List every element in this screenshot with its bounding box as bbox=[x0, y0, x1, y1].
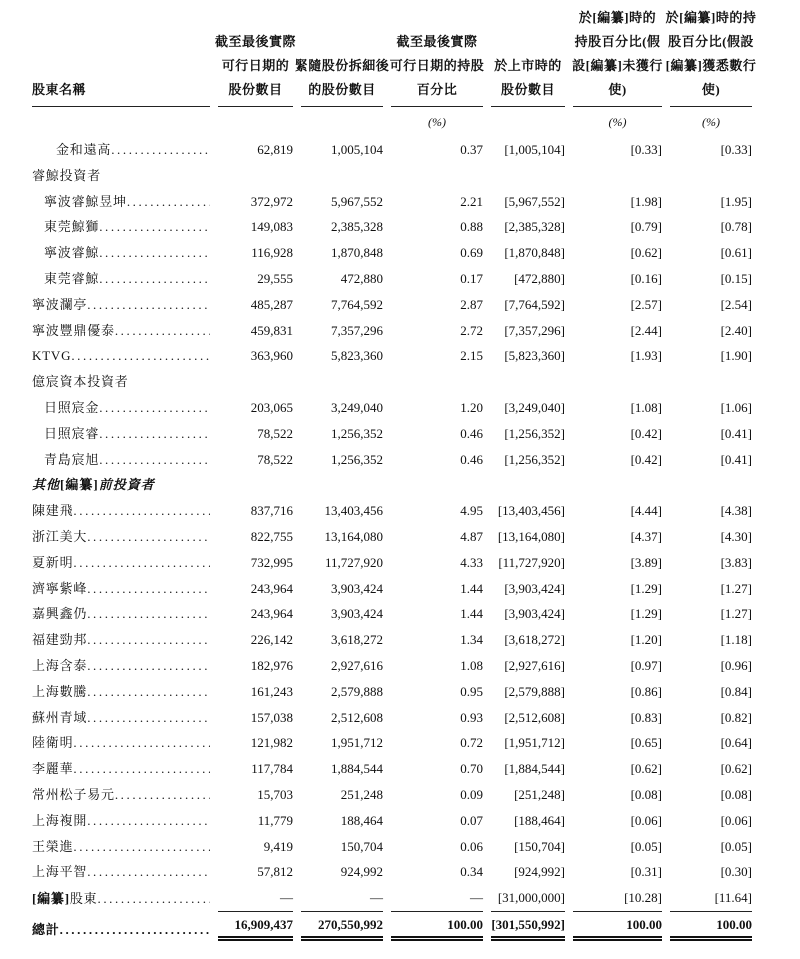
dot-leader bbox=[71, 343, 210, 369]
value-shares-at-listing: [472,880] bbox=[514, 270, 565, 286]
value-pct-latest-practicable-date: 0.06 bbox=[460, 838, 483, 854]
value-pct-assuming-fully-exercised: [0.78] bbox=[720, 219, 752, 235]
value-shares-at-listing: [3,618,272] bbox=[504, 632, 565, 648]
dot-leader bbox=[115, 782, 210, 808]
value-pct-assuming-not-exercised: [0.42] bbox=[630, 451, 662, 467]
value-shares-at-listing: [1,256,352] bbox=[504, 425, 565, 441]
shareholder-row bbox=[32, 137, 752, 163]
shareholder-name: 東莞睿鯨 ..... bbox=[32, 266, 210, 292]
value-pct-assuming-not-exercised: [2.57] bbox=[630, 296, 662, 312]
value-shares-at-listing: [150,704] bbox=[514, 838, 565, 854]
value-pct-assuming-fully-exercised: [4.30] bbox=[720, 528, 752, 544]
dot-leader bbox=[73, 834, 210, 860]
column-header-shareholder-name bbox=[32, 78, 210, 107]
value-shares-at-listing: [3,903,424] bbox=[504, 606, 565, 622]
value-shares-at-listing: [1,005,104] bbox=[504, 142, 565, 157]
value-pct-assuming-fully-exercised: [11.64] bbox=[670, 885, 752, 912]
value-shares-latest-practicable-date: 116,928 bbox=[251, 245, 293, 261]
shareholder-row bbox=[32, 189, 752, 215]
header-line: 股百分比(假設 bbox=[668, 34, 754, 49]
value-pct-assuming-fully-exercised: [1.95] bbox=[720, 193, 752, 209]
shareholder-row bbox=[32, 859, 752, 885]
value-shares-after-subdivision: 251,248 bbox=[340, 786, 383, 802]
value-shares-latest-practicable-date: 243,964 bbox=[250, 606, 293, 622]
value-pct-latest-practicable-date: 1.44 bbox=[460, 580, 483, 596]
dot-leader bbox=[99, 240, 210, 266]
dot-leader bbox=[115, 318, 210, 344]
header-line: 設[編纂]未獲行 bbox=[572, 58, 663, 73]
dot-leader bbox=[73, 550, 210, 576]
shareholder-name: 寧波豐鼎優泰 ..... bbox=[32, 318, 210, 344]
unit-label-pct-assuming-not-exercised: (%) bbox=[608, 115, 627, 129]
dot-leader bbox=[87, 601, 210, 627]
value-pct-assuming-not-exercised: [0.79] bbox=[630, 219, 662, 235]
unit-label-shares-latest-practicable-date bbox=[218, 107, 293, 137]
shareholder-name: [編纂]股東 ..... bbox=[32, 886, 210, 912]
value-pct-latest-practicable-date: 0.95 bbox=[460, 683, 483, 699]
shareholder-row bbox=[32, 472, 752, 498]
value-shares-latest-practicable-date: — bbox=[218, 885, 293, 912]
value-shares-at-listing: [2,927,616] bbox=[504, 657, 565, 673]
value-shares-after-subdivision: 472,880 bbox=[340, 270, 383, 286]
value-pct-latest-practicable-date: 0.69 bbox=[460, 245, 483, 261]
header-line: 緊隨股份拆細後 bbox=[294, 58, 390, 73]
dot-leader bbox=[99, 447, 210, 473]
unit-row bbox=[32, 107, 752, 137]
value-shares-latest-practicable-date: 15,703 bbox=[257, 786, 293, 802]
shareholder-name: 睿鯨投資者 bbox=[32, 167, 102, 183]
value-pct-assuming-not-exercised: [0.86] bbox=[630, 683, 662, 699]
value-shares-after-subdivision: 3,903,424 bbox=[331, 606, 383, 622]
value-pct-assuming-not-exercised: 100.00 bbox=[573, 914, 662, 941]
shareholder-name: 蘇州青域 ..... bbox=[32, 705, 210, 731]
value-shares-at-listing: [11,727,920] bbox=[498, 554, 565, 570]
shareholder-row bbox=[32, 653, 752, 679]
value-pct-assuming-not-exercised: [1.20] bbox=[630, 632, 662, 648]
value-pct-assuming-fully-exercised: [0.30] bbox=[720, 864, 752, 880]
shareholder-row bbox=[32, 576, 752, 602]
shareholder-row bbox=[32, 163, 752, 189]
value-pct-latest-practicable-date: 100.00 bbox=[391, 914, 483, 941]
value-pct-assuming-not-exercised: [0.05] bbox=[630, 838, 662, 854]
column-header-pct-assuming-not-exercised bbox=[573, 6, 662, 107]
value-pct-assuming-fully-exercised: [0.06] bbox=[720, 812, 752, 828]
value-shares-latest-practicable-date: 11,779 bbox=[257, 812, 293, 828]
value-pct-assuming-not-exercised: [10.28] bbox=[573, 885, 662, 912]
dot-leader bbox=[87, 627, 210, 653]
unit-label-shareholder-name bbox=[32, 107, 210, 137]
value-shares-latest-practicable-date: 822,755 bbox=[250, 528, 293, 544]
value-shares-after-subdivision: 1,884,544 bbox=[331, 761, 383, 777]
value-shares-latest-practicable-date: 117,784 bbox=[251, 761, 293, 777]
value-pct-assuming-fully-exercised: [0.96] bbox=[720, 657, 752, 673]
value-pct-assuming-fully-exercised: [1.27] bbox=[720, 580, 752, 596]
value-pct-assuming-not-exercised: [4.37] bbox=[630, 528, 662, 544]
value-shares-latest-practicable-date: 121,982 bbox=[250, 735, 293, 751]
value-shares-at-listing: [188,464] bbox=[514, 812, 565, 828]
value-pct-latest-practicable-date: 0.07 bbox=[460, 812, 483, 828]
value-pct-latest-practicable-date: 0.88 bbox=[460, 219, 483, 235]
value-pct-latest-practicable-date: 0.34 bbox=[460, 864, 483, 880]
value-shares-at-listing: [301,550,992] bbox=[491, 914, 565, 941]
dot-leader bbox=[99, 214, 210, 240]
shareholder-name: 陸衛明 ..... bbox=[32, 730, 210, 756]
value-pct-latest-practicable-date: 1.34 bbox=[460, 632, 483, 648]
value-shares-latest-practicable-date: 182,976 bbox=[250, 657, 293, 673]
value-pct-assuming-not-exercised: [0.33] bbox=[630, 142, 662, 157]
value-shares-after-subdivision: 1,256,352 bbox=[331, 425, 383, 441]
value-shares-at-listing: [31,000,000] bbox=[491, 885, 565, 912]
value-pct-assuming-fully-exercised: [0.62] bbox=[720, 761, 752, 777]
dot-leader bbox=[99, 266, 210, 292]
value-pct-assuming-fully-exercised: [0.41] bbox=[720, 425, 752, 441]
value-shares-after-subdivision: 5,967,552 bbox=[331, 193, 383, 209]
value-shares-after-subdivision: 188,464 bbox=[340, 812, 383, 828]
dot-leader bbox=[87, 705, 210, 731]
shareholder-name: 夏新明 ..... bbox=[32, 550, 210, 576]
shareholder-row bbox=[32, 550, 752, 576]
shareholder-row bbox=[32, 266, 752, 292]
value-pct-assuming-fully-exercised: 100.00 bbox=[670, 914, 752, 941]
shareholder-name: 日照宸睿 ..... bbox=[32, 421, 210, 447]
header-line: 股份數目 bbox=[228, 82, 283, 97]
value-pct-latest-practicable-date: 4.95 bbox=[460, 503, 483, 519]
value-shares-at-listing: [2,385,328] bbox=[504, 219, 565, 235]
header-line: 於[編纂]時的持 bbox=[665, 10, 757, 25]
shareholder-name: 東莞鯨獅 ..... bbox=[32, 214, 210, 240]
dot-leader bbox=[87, 576, 210, 602]
shareholder-row bbox=[32, 524, 752, 550]
value-shares-after-subdivision: 7,357,296 bbox=[331, 322, 383, 338]
dot-leader bbox=[60, 919, 210, 941]
value-shares-latest-practicable-date: 78,522 bbox=[257, 451, 293, 467]
value-shares-after-subdivision: — bbox=[301, 885, 383, 912]
unit-label-pct-assuming-fully-exercised: (%) bbox=[702, 115, 720, 129]
value-pct-latest-practicable-date: 2.87 bbox=[460, 296, 483, 312]
shareholder-row bbox=[32, 705, 752, 731]
shareholder-name: 嘉興鑫仍 ..... bbox=[32, 601, 210, 627]
shareholder-row bbox=[32, 601, 752, 627]
value-pct-assuming-not-exercised: [0.42] bbox=[630, 425, 662, 441]
value-shares-at-listing: [1,256,352] bbox=[504, 451, 565, 467]
value-shares-after-subdivision: 2,579,888 bbox=[331, 683, 383, 699]
value-shares-after-subdivision: 13,403,456 bbox=[324, 503, 383, 519]
value-shares-at-listing: [924,992] bbox=[514, 864, 565, 880]
value-pct-assuming-fully-exercised: [0.33] bbox=[720, 142, 752, 157]
value-shares-latest-practicable-date: 29,555 bbox=[257, 270, 293, 286]
value-pct-latest-practicable-date: 0.09 bbox=[460, 786, 483, 802]
shareholder-row bbox=[32, 240, 752, 266]
value-shares-latest-practicable-date: 9,419 bbox=[263, 838, 293, 854]
shareholder-row bbox=[32, 885, 752, 911]
value-pct-latest-practicable-date: 0.37 bbox=[460, 142, 483, 157]
value-shares-latest-practicable-date: 363,960 bbox=[250, 348, 293, 364]
shareholder-name: 上海含泰 ..... bbox=[32, 653, 210, 679]
header-line: [編纂]獲悉數行 bbox=[665, 58, 757, 73]
dot-leader bbox=[111, 137, 210, 163]
value-shares-at-listing: [7,764,592] bbox=[504, 296, 565, 312]
value-pct-assuming-not-exercised: [0.83] bbox=[630, 709, 662, 725]
value-shares-after-subdivision: 11,727,920 bbox=[324, 554, 383, 570]
column-header-shares-at-listing bbox=[491, 54, 565, 107]
value-shares-latest-practicable-date: 157,038 bbox=[250, 709, 293, 725]
value-shares-latest-practicable-date: 149,083 bbox=[250, 219, 293, 235]
value-shares-latest-practicable-date: 732,995 bbox=[250, 554, 293, 570]
shareholder-name: 青島宸旭 ..... bbox=[32, 447, 210, 473]
unit-label-shares-after-subdivision bbox=[301, 107, 383, 137]
value-pct-latest-practicable-date: 4.87 bbox=[460, 528, 483, 544]
shareholder-name: KTVG ..... bbox=[32, 343, 210, 369]
value-pct-latest-practicable-date: — bbox=[391, 885, 483, 912]
value-shares-after-subdivision: 3,618,272 bbox=[331, 632, 383, 648]
value-shares-latest-practicable-date: 16,909,437 bbox=[218, 914, 293, 941]
value-shares-at-listing: [3,903,424] bbox=[504, 580, 565, 596]
header-line: 可行日期的持股 bbox=[389, 58, 485, 73]
value-pct-assuming-not-exercised: [0.08] bbox=[630, 786, 662, 802]
value-pct-assuming-fully-exercised: [2.40] bbox=[720, 322, 752, 338]
shareholder-name: 濟寧紫峰 ..... bbox=[32, 576, 210, 602]
shareholder-row bbox=[32, 421, 752, 447]
dot-leader bbox=[87, 653, 210, 679]
value-pct-assuming-fully-exercised: [1.90] bbox=[720, 348, 752, 364]
value-pct-latest-practicable-date: 2.21 bbox=[460, 193, 483, 209]
shareholder-name: 金和遠高 ..... bbox=[32, 137, 210, 163]
value-pct-assuming-fully-exercised: [0.41] bbox=[720, 451, 752, 467]
shareholder-name: 上海平智 ..... bbox=[32, 859, 210, 885]
value-pct-assuming-not-exercised: [0.62] bbox=[630, 761, 662, 777]
shareholder-name: 上海數騰 ..... bbox=[32, 679, 210, 705]
shareholder-name: 寧波瀾亭 ..... bbox=[32, 292, 210, 318]
dot-leader bbox=[73, 498, 210, 524]
shareholder-row bbox=[32, 343, 752, 369]
value-shares-latest-practicable-date: 78,522 bbox=[257, 425, 293, 441]
dot-leader bbox=[99, 395, 210, 421]
value-shares-at-listing: [5,823,360] bbox=[504, 348, 565, 364]
value-pct-latest-practicable-date: 0.70 bbox=[460, 761, 483, 777]
shareholder-name: 福建勁邦 ..... bbox=[32, 627, 210, 653]
value-shares-after-subdivision: 3,249,040 bbox=[331, 399, 383, 415]
dot-leader bbox=[73, 756, 210, 782]
value-shares-latest-practicable-date: 57,812 bbox=[257, 864, 293, 880]
value-shares-at-listing: [1,951,712] bbox=[504, 735, 565, 751]
header-line: 持股百分比(假 bbox=[574, 34, 661, 49]
value-shares-after-subdivision: 1,005,104 bbox=[331, 142, 383, 157]
value-shares-at-listing: [2,579,888] bbox=[504, 683, 565, 699]
column-header-shares-after-subdivision bbox=[294, 54, 390, 107]
value-pct-assuming-fully-exercised: [3.83] bbox=[720, 554, 752, 570]
value-pct-assuming-not-exercised: [1.98] bbox=[630, 193, 662, 209]
value-pct-assuming-not-exercised: [4.44] bbox=[630, 503, 662, 519]
shareholder-name: 億宸資本投資者 bbox=[32, 374, 129, 390]
shareholder-name: 其他[編纂]前投資者 bbox=[32, 477, 155, 493]
shareholder-name: 李麗華 ..... bbox=[32, 756, 210, 782]
dot-leader bbox=[87, 292, 210, 318]
value-pct-latest-practicable-date: 1.44 bbox=[460, 606, 483, 622]
value-pct-assuming-not-exercised: [0.31] bbox=[630, 864, 662, 880]
value-shares-at-listing: [2,512,608] bbox=[504, 709, 565, 725]
value-pct-latest-practicable-date: 2.72 bbox=[460, 322, 483, 338]
value-pct-assuming-not-exercised: [0.06] bbox=[630, 812, 662, 828]
table-body bbox=[32, 137, 752, 941]
value-shares-latest-practicable-date: 372,972 bbox=[250, 193, 293, 209]
value-shares-after-subdivision: 1,256,352 bbox=[331, 451, 383, 467]
shareholder-row bbox=[32, 808, 752, 834]
value-shares-at-listing: [5,967,552] bbox=[504, 193, 565, 209]
value-pct-assuming-fully-exercised: [0.82] bbox=[720, 709, 752, 725]
value-shares-after-subdivision: 270,550,992 bbox=[301, 914, 383, 941]
header-line: 的股份數目 bbox=[308, 82, 376, 97]
shareholder-row bbox=[32, 782, 752, 808]
value-shares-latest-practicable-date: 226,142 bbox=[250, 632, 293, 648]
shareholder-row bbox=[32, 318, 752, 344]
value-pct-assuming-fully-exercised: [0.61] bbox=[720, 245, 752, 261]
column-header-pct-latest-practicable-date bbox=[391, 30, 483, 107]
value-shares-latest-practicable-date: 161,243 bbox=[250, 683, 293, 699]
shareholder-row bbox=[32, 679, 752, 705]
value-pct-latest-practicable-date: 4.33 bbox=[460, 554, 483, 570]
value-shares-latest-practicable-date: 203,065 bbox=[250, 399, 293, 415]
header-line: 可行日期的 bbox=[221, 58, 290, 73]
header-line: 截至最後實際 bbox=[396, 34, 478, 49]
value-pct-assuming-fully-exercised: [0.05] bbox=[720, 838, 752, 854]
dot-leader bbox=[99, 421, 210, 447]
value-shares-latest-practicable-date: 62,819 bbox=[257, 142, 293, 157]
dot-leader bbox=[87, 808, 210, 834]
value-shares-after-subdivision: 3,903,424 bbox=[331, 580, 383, 596]
value-pct-assuming-not-exercised: [0.65] bbox=[630, 735, 662, 751]
shareholder-name: 上海複開 ..... bbox=[32, 808, 210, 834]
shareholder-row bbox=[32, 730, 752, 756]
shareholding-table bbox=[32, 6, 757, 941]
column-header-pct-assuming-fully-exercised bbox=[665, 6, 757, 107]
value-pct-latest-practicable-date: 0.93 bbox=[460, 709, 483, 725]
column-header-shares-latest-practicable-date bbox=[215, 30, 297, 107]
value-pct-assuming-fully-exercised: [1.18] bbox=[720, 632, 752, 648]
value-pct-assuming-not-exercised: [1.29] bbox=[630, 580, 662, 596]
value-pct-assuming-not-exercised: [0.16] bbox=[630, 270, 662, 286]
value-shares-after-subdivision: 2,512,608 bbox=[331, 709, 383, 725]
value-shares-after-subdivision: 13,164,080 bbox=[324, 528, 383, 544]
shareholder-name: 日照宸金 ..... bbox=[32, 395, 210, 421]
shareholder-row bbox=[32, 395, 752, 421]
value-pct-assuming-fully-exercised: [1.06] bbox=[720, 399, 752, 415]
value-shares-at-listing: [1,884,544] bbox=[504, 761, 565, 777]
value-shares-after-subdivision: 5,823,360 bbox=[331, 348, 383, 364]
value-pct-assuming-not-exercised: [3.89] bbox=[630, 554, 662, 570]
dot-leader bbox=[87, 679, 210, 705]
value-shares-latest-practicable-date: 459,831 bbox=[250, 322, 293, 338]
shareholder-row bbox=[32, 834, 752, 860]
shareholder-row bbox=[32, 214, 752, 240]
value-pct-assuming-fully-exercised: [2.54] bbox=[720, 296, 752, 312]
dot-leader bbox=[97, 886, 210, 912]
shareholder-row bbox=[32, 911, 752, 941]
value-shares-at-listing: [1,870,848] bbox=[504, 245, 565, 261]
value-pct-assuming-fully-exercised: [0.64] bbox=[720, 735, 752, 751]
header-line: 截至最後實際 bbox=[215, 34, 297, 49]
value-pct-assuming-not-exercised: [2.44] bbox=[630, 322, 662, 338]
header-line: 使) bbox=[608, 82, 627, 97]
dot-leader bbox=[87, 859, 210, 885]
value-pct-assuming-not-exercised: [0.97] bbox=[630, 657, 662, 673]
dot-leader bbox=[87, 524, 210, 550]
value-shares-after-subdivision: 150,704 bbox=[340, 838, 383, 854]
value-pct-assuming-fully-exercised: [0.15] bbox=[720, 270, 752, 286]
value-shares-latest-practicable-date: 837,716 bbox=[250, 503, 293, 519]
value-shares-latest-practicable-date: 485,287 bbox=[250, 296, 293, 312]
shareholder-row bbox=[32, 447, 752, 473]
value-shares-after-subdivision: 2,927,616 bbox=[331, 657, 383, 673]
shareholder-name: 寧波睿鯨昱坤 ..... bbox=[32, 189, 210, 215]
value-shares-at-listing: [13,164,080] bbox=[497, 528, 565, 544]
value-pct-assuming-fully-exercised: [0.08] bbox=[720, 786, 752, 802]
value-pct-latest-practicable-date: 1.08 bbox=[460, 657, 483, 673]
header-line: 使) bbox=[701, 82, 721, 97]
value-shares-after-subdivision: 1,870,848 bbox=[331, 245, 383, 261]
value-pct-assuming-fully-exercised: [0.84] bbox=[720, 683, 752, 699]
value-pct-assuming-fully-exercised: [1.27] bbox=[720, 606, 752, 622]
dot-leader bbox=[73, 730, 210, 756]
table-header-row bbox=[32, 6, 757, 107]
shareholder-name: 王榮進 ..... bbox=[32, 834, 210, 860]
shareholder-name: 浙江美大 ..... bbox=[32, 524, 210, 550]
shareholder-row bbox=[32, 369, 752, 395]
header-line: 於[編纂]時的 bbox=[578, 10, 657, 25]
value-pct-latest-practicable-date: 0.17 bbox=[460, 270, 483, 286]
value-pct-assuming-not-exercised: [1.08] bbox=[630, 399, 662, 415]
unit-label-shares-at-listing bbox=[491, 107, 565, 137]
header-line: 於上市時的 bbox=[494, 58, 562, 73]
dot-leader bbox=[127, 189, 210, 215]
value-pct-latest-practicable-date: 0.72 bbox=[460, 735, 483, 751]
value-shares-at-listing: [7,357,296] bbox=[504, 322, 565, 338]
value-shares-at-listing: [13,403,456] bbox=[497, 503, 565, 519]
value-pct-latest-practicable-date: 2.15 bbox=[460, 348, 483, 364]
value-shares-latest-practicable-date: 243,964 bbox=[250, 580, 293, 596]
shareholder-row bbox=[32, 292, 752, 318]
value-pct-assuming-not-exercised: [0.62] bbox=[630, 245, 662, 261]
shareholder-name: 寧波睿鯨 ..... bbox=[32, 240, 210, 266]
value-shares-after-subdivision: 1,951,712 bbox=[331, 735, 383, 751]
shareholder-name: 常州松子易元 ..... bbox=[32, 782, 210, 808]
value-shares-at-listing: [3,249,040] bbox=[504, 399, 565, 415]
shareholder-row bbox=[32, 627, 752, 653]
value-shares-after-subdivision: 2,385,328 bbox=[331, 219, 383, 235]
header-line: 股東名稱 bbox=[32, 82, 87, 97]
header-line: 百分比 bbox=[416, 82, 458, 97]
value-pct-latest-practicable-date: 0.46 bbox=[460, 451, 483, 467]
value-pct-latest-practicable-date: 1.20 bbox=[460, 399, 483, 415]
shareholder-name: 總計 ..... bbox=[32, 919, 210, 941]
value-pct-assuming-not-exercised: [1.29] bbox=[630, 606, 662, 622]
value-shares-after-subdivision: 7,764,592 bbox=[331, 296, 383, 312]
value-shares-after-subdivision: 924,992 bbox=[340, 864, 383, 880]
value-shares-at-listing: [251,248] bbox=[514, 786, 565, 802]
value-pct-latest-practicable-date: 0.46 bbox=[460, 425, 483, 441]
shareholder-name: 陳建飛 ..... bbox=[32, 498, 210, 524]
value-pct-assuming-fully-exercised: [4.38] bbox=[720, 503, 752, 519]
unit-label-pct-latest-practicable-date: (%) bbox=[428, 115, 446, 129]
shareholder-row bbox=[32, 498, 752, 524]
header-line: 股份數目 bbox=[500, 82, 555, 97]
value-pct-assuming-not-exercised: [1.93] bbox=[630, 348, 662, 364]
shareholder-row bbox=[32, 756, 752, 782]
